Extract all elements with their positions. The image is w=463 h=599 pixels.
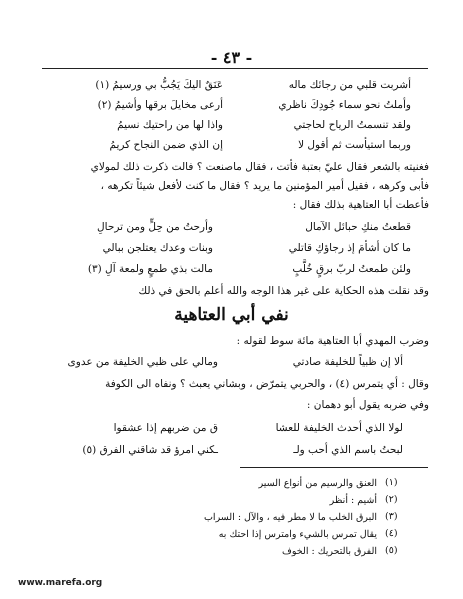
verse-1-left: عَنَقٌ اليكَ يَجُبُّ بي ورسيمُ (١): [95, 79, 223, 91]
footnote-text: الفرق بالتحريك : الخوف: [282, 546, 377, 557]
prose-line: وقد نقلت هذه الحكاية على غير هذا الوجه والله أعلم بالحق في ذلك: [138, 285, 429, 297]
footnote-text: يقال تمرس بالشيء وامترس إذا احتك به: [218, 529, 377, 540]
verse-1-right: أشربت قلبي من رجائك ماله: [288, 79, 411, 91]
prose-line: فأبى وكرهه ، فقيل أمير المؤمنين ما يريد ؟ فقال ما كنت لأفعل شيئاً تكرهه ،: [100, 180, 429, 192]
verse-8-right: ألا إن ظبياً للخليفة صادتي: [292, 356, 403, 368]
verse-3-left: واذا لها من راحتيك نسيمُ: [117, 119, 223, 131]
verse-9-right: لولا الذي أحدث الخليفة للعشا: [275, 422, 403, 434]
prose-line: فغنيته بالشعر فقال عليّ بعتبة فأتت ، فقال ماصنعت ؟ فالت ذكرت ذلك لمولاي: [90, 161, 429, 173]
verse-5-right: قطعتُ منكِ حبائل الآمال: [305, 221, 411, 233]
footnote-text: أشيم : أنظر: [329, 495, 377, 506]
verse-8-left: ومالي على ظبي الخليفة من عدوى: [67, 356, 218, 368]
footnote-rule: [240, 467, 428, 468]
page-number: - ٤٣ -: [210, 48, 253, 67]
footnote-number: (٣): [385, 511, 398, 522]
footnote-text: البرق الخلب ما لا مطر فيه ، والآل : السراب: [203, 512, 377, 523]
verse-5-left: وأرحتُ من حِلٍّ ومن ترحالِ: [97, 221, 213, 233]
verse-7-right: ولئن طمعتُ لربّ برقٍ خُلَّبٍ: [292, 263, 411, 275]
footnote-number: (٤): [385, 528, 398, 539]
prose-line: وقال : أي يتمرس (٤) ، والحربي يتمرّض ، وبشاني يعبث ؟ ونفاه الى الكوفة: [105, 378, 429, 390]
verse-6-right: ما كان أشأمَ إذ رجاؤكِ قاتلي: [288, 242, 411, 254]
verse-4-right: وربما استيأست ثم أقول لا: [298, 139, 411, 151]
section-heading: نفي أبي العتاهية: [174, 305, 289, 325]
prose-line: فأعطت أبا العتاهية بذلك فقال :: [292, 199, 429, 211]
verse-6-left: وبنات وعدك يعتلجن ببالي: [102, 242, 213, 254]
verse-3-right: ولقد تنسمتُ الرياح لحاجتي: [293, 119, 411, 131]
prose-line: وضرب المهدي أبا العتاهية مائة سوط لقوله :: [236, 335, 429, 347]
prose-line: وفي ضربه يقول أبو دهمان :: [306, 399, 429, 411]
footnote-number: (٥): [385, 545, 398, 556]
verse-10-left: ـكني امرؤ قد شاقني الفرق (٥): [82, 444, 218, 456]
verse-4-left: إن الذي ضمن النجاح كريمُ: [109, 139, 223, 151]
footnote-number: (٢): [385, 494, 398, 505]
verse-10-right: لبحتُ باسم الذي أحب ولـ: [293, 444, 403, 456]
footnote-number: (١): [385, 477, 398, 488]
site-watermark: www.marefa.org: [18, 578, 103, 588]
header-rule: [42, 68, 428, 69]
verse-2-left: أرعى مخايلَ برقها وأشيمُ (٢): [97, 99, 223, 111]
verse-2-right: وأملتُ نحو سماء جُودِكَ ناظري: [278, 99, 411, 111]
verse-9-left: ق من ضربهم إذا عشقوا: [113, 422, 218, 434]
footnote-text: العنق والرسيم من أنواع السير: [258, 478, 377, 489]
verse-7-left: مالت بذي طمعٍ ولمعة آلِ (٣): [87, 263, 213, 275]
